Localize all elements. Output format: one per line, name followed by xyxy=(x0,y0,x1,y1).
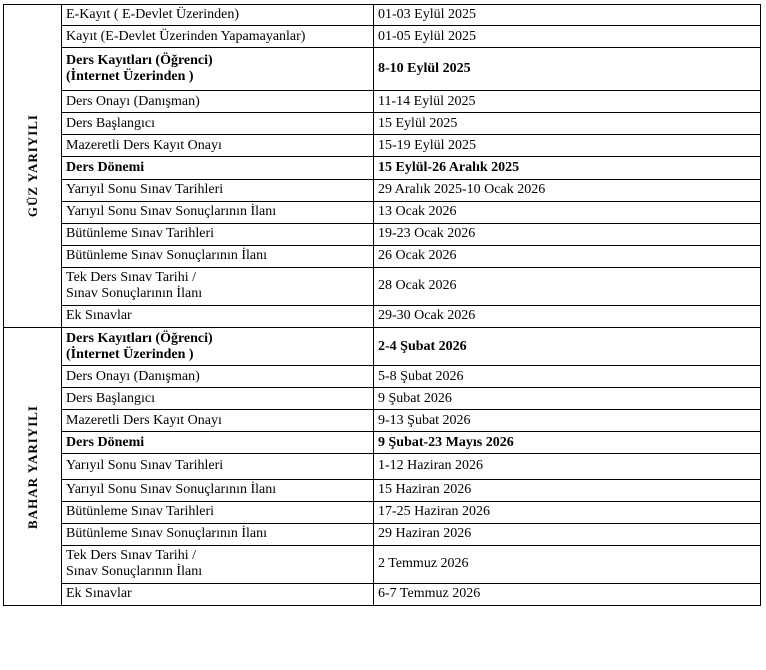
calendar-row xyxy=(4,328,761,366)
calendar-row xyxy=(4,366,761,388)
event-cell xyxy=(62,113,374,135)
event-cell xyxy=(62,388,374,410)
event-cell xyxy=(62,245,374,267)
calendar-row xyxy=(4,432,761,454)
event-date: 17-25 Haziran 2026 xyxy=(374,501,761,523)
calendar-row xyxy=(4,501,761,523)
event-cell xyxy=(62,26,374,48)
event-name: Bütünleme Sınav Sonuçlarının İlanı xyxy=(66,526,268,542)
event-name: Sınav Sonuçlarının İlanı xyxy=(66,286,203,302)
event-cell xyxy=(62,583,374,605)
event-name: Ders Onayı (Danışman) xyxy=(66,368,200,384)
event-date: 26 Ocak 2026 xyxy=(374,245,761,267)
event-cell xyxy=(62,223,374,245)
calendar-row xyxy=(4,454,761,479)
event-cell xyxy=(62,91,374,113)
event-date: 01-05 Eylül 2025 xyxy=(374,26,761,48)
event-name: Ders Onayı (Danışman) xyxy=(66,93,200,109)
event-name: (İnternet Üzerinden ) xyxy=(66,69,194,85)
event-name: Yarıyıl Sonu Sınav Sonuçlarının İlanı xyxy=(66,204,277,220)
semester-label: BAHAR YARIYILI xyxy=(24,404,40,529)
event-cell xyxy=(62,179,374,201)
calendar-row xyxy=(4,545,761,583)
calendar-row xyxy=(4,179,761,201)
calendar-row xyxy=(4,201,761,223)
event-name: Mazeretli Ders Kayıt Onayı xyxy=(66,137,222,153)
semester-bahar-label-cell xyxy=(4,328,62,606)
event-date: 9-13 Şubat 2026 xyxy=(374,410,761,432)
event-name: Bütünleme Sınav Tarihleri xyxy=(66,226,215,242)
event-cell xyxy=(62,48,374,91)
semester-label: GÜZ YARIYILI xyxy=(24,114,40,218)
event-date: 6-7 Temmuz 2026 xyxy=(374,583,761,605)
event-name: Ders Başlangıcı xyxy=(66,115,156,131)
event-date: 29-30 Ocak 2026 xyxy=(374,305,761,327)
event-cell xyxy=(62,454,374,479)
event-date: 13 Ocak 2026 xyxy=(374,201,761,223)
event-name: Kayıt (E-Devlet Üzerinden Yapamayanlar) xyxy=(66,28,306,44)
event-name: Yarıyıl Sonu Sınav Tarihleri xyxy=(66,458,224,474)
event-date: 11-14 Eylül 2025 xyxy=(374,91,761,113)
calendar-row xyxy=(4,48,761,91)
calendar-row xyxy=(4,479,761,501)
event-cell xyxy=(62,479,374,501)
event-date: 01-03 Eylül 2025 xyxy=(374,5,761,26)
event-cell xyxy=(62,157,374,179)
calendar-row xyxy=(4,245,761,267)
event-cell xyxy=(62,523,374,545)
event-name: (İnternet Üzerinden ) xyxy=(66,346,194,362)
event-date: 15 Eylül-26 Aralık 2025 xyxy=(374,157,761,179)
event-cell xyxy=(62,305,374,327)
event-name: Ders Dönemi xyxy=(66,159,145,175)
event-name: Yarıyıl Sonu Sınav Tarihleri xyxy=(66,182,224,198)
event-date: 29 Aralık 2025-10 Ocak 2026 xyxy=(374,179,761,201)
event-name: Mazeretli Ders Kayıt Onayı xyxy=(66,412,222,428)
event-cell xyxy=(62,366,374,388)
calendar-row xyxy=(4,135,761,157)
calendar-row xyxy=(4,523,761,545)
event-date: 9 Şubat-23 Mayıs 2026 xyxy=(374,432,761,454)
calendar-row xyxy=(4,91,761,113)
event-date: 1-12 Haziran 2026 xyxy=(374,454,761,479)
event-date: 15-19 Eylül 2025 xyxy=(374,135,761,157)
calendar-row xyxy=(4,26,761,48)
event-cell xyxy=(62,135,374,157)
event-cell xyxy=(62,201,374,223)
event-cell xyxy=(62,545,374,583)
event-date: 15 Eylül 2025 xyxy=(374,113,761,135)
event-date: 29 Haziran 2026 xyxy=(374,523,761,545)
event-cell xyxy=(62,5,374,26)
calendar-row xyxy=(4,410,761,432)
event-date: 19-23 Ocak 2026 xyxy=(374,223,761,245)
calendar-row xyxy=(4,267,761,305)
event-name: Bütünleme Sınav Sonuçlarının İlanı xyxy=(66,248,268,264)
event-date: 15 Haziran 2026 xyxy=(374,479,761,501)
event-date: 2-4 Şubat 2026 xyxy=(374,328,761,366)
event-date: 9 Şubat 2026 xyxy=(374,388,761,410)
event-name: Sınav Sonuçlarının İlanı xyxy=(66,564,203,580)
event-cell xyxy=(62,432,374,454)
calendar-row xyxy=(4,305,761,327)
event-name: Tek Ders Sınav Tarihi / xyxy=(66,270,196,286)
event-name: Bütünleme Sınav Tarihleri xyxy=(66,504,215,520)
event-date: 8-10 Eylül 2025 xyxy=(374,48,761,91)
event-cell xyxy=(62,267,374,305)
event-name: Tek Ders Sınav Tarihi / xyxy=(66,548,196,564)
event-name: Yarıyıl Sonu Sınav Sonuçlarının İlanı xyxy=(66,482,277,498)
calendar-row xyxy=(4,5,761,26)
semester-guz-label-cell xyxy=(4,5,62,328)
event-name: Ders Başlangıcı xyxy=(66,390,156,406)
event-name: Ders Dönemi xyxy=(66,434,145,450)
calendar-row xyxy=(4,113,761,135)
event-name: Ek Sınavlar xyxy=(66,308,132,324)
event-cell xyxy=(62,410,374,432)
event-date: 28 Ocak 2026 xyxy=(374,267,761,305)
event-name: Ek Sınavlar xyxy=(66,586,132,602)
event-date: 2 Temmuz 2026 xyxy=(374,545,761,583)
event-name: Ders Kayıtları (Öğrenci) xyxy=(66,330,213,346)
academic-calendar-table xyxy=(3,4,761,606)
event-name: E-Kayıt ( E-Devlet Üzerinden) xyxy=(66,7,239,23)
calendar-row xyxy=(4,157,761,179)
calendar-row xyxy=(4,583,761,605)
event-cell xyxy=(62,501,374,523)
event-date: 5-8 Şubat 2026 xyxy=(374,366,761,388)
event-cell xyxy=(62,328,374,366)
event-name: Ders Kayıtları (Öğrenci) xyxy=(66,53,213,69)
calendar-row xyxy=(4,388,761,410)
calendar-row xyxy=(4,223,761,245)
